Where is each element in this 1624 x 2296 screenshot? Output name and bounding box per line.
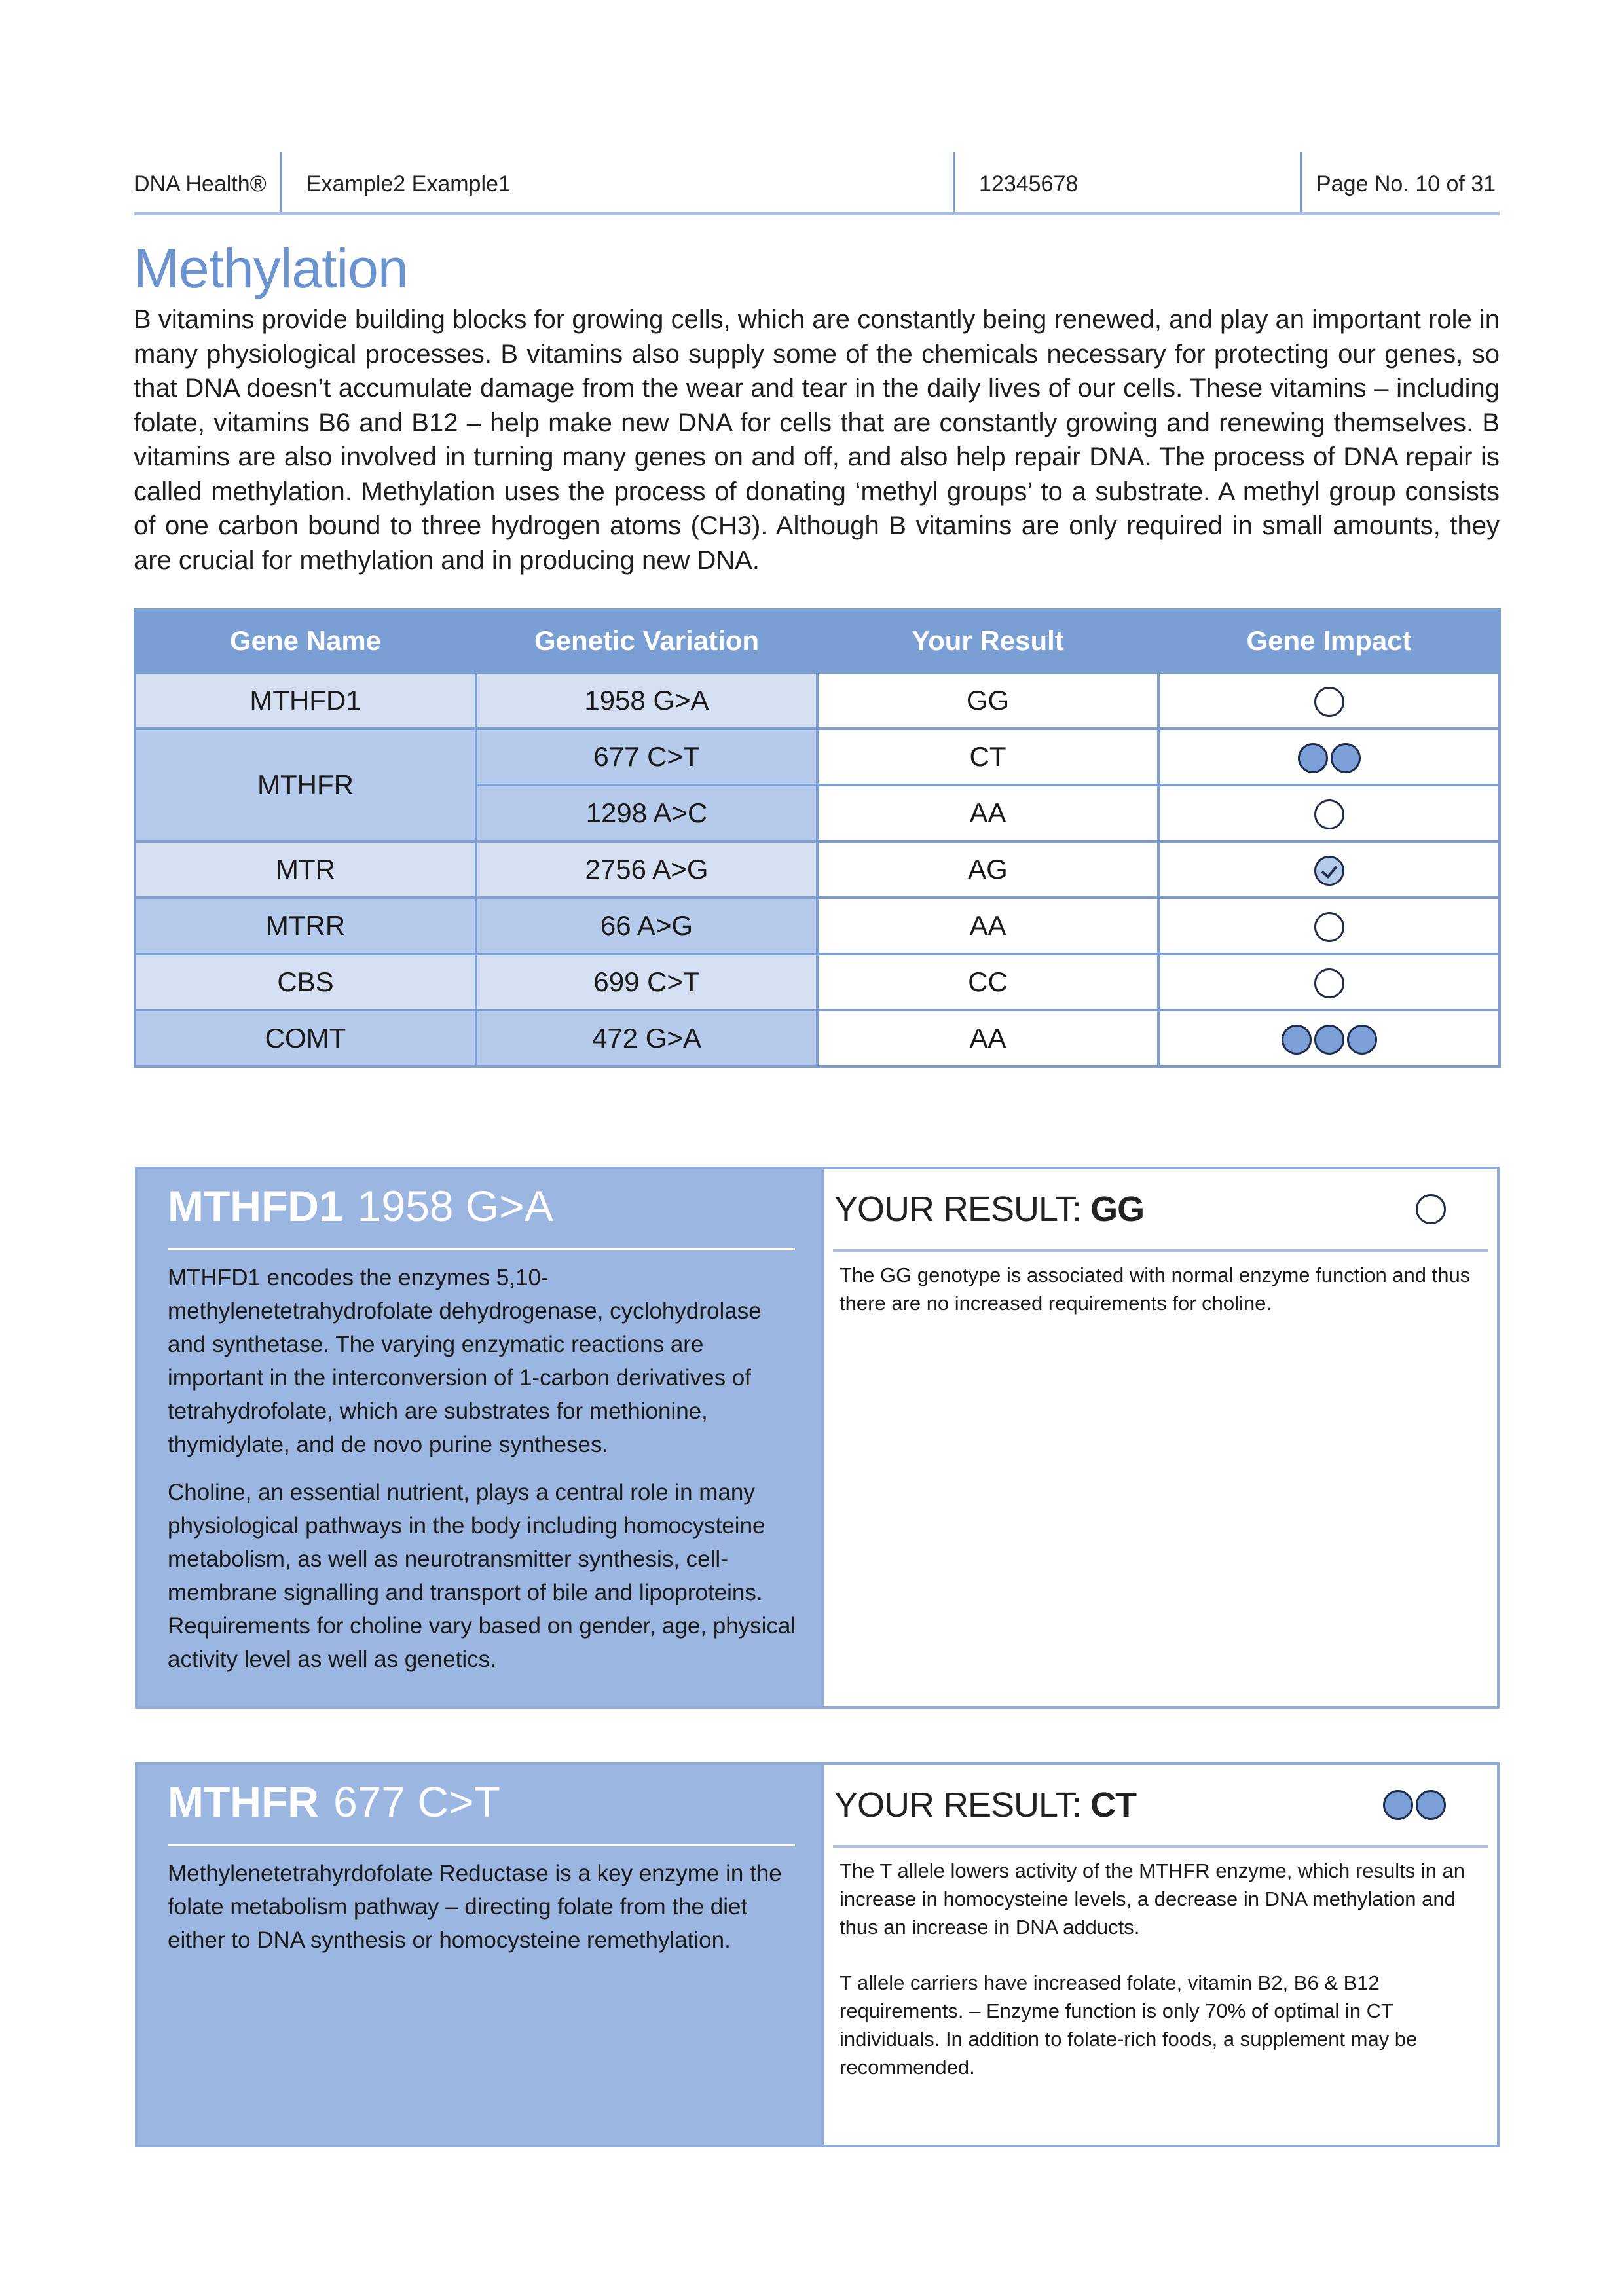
table-row [135, 954, 1500, 1010]
gene-name-cell: MTHFD1 [135, 672, 476, 729]
table-row [135, 898, 1500, 954]
your-result-label: YOUR RESULT: [834, 1785, 1082, 1825]
impact-filled-icon [1298, 743, 1328, 773]
result-cell: AG [817, 841, 1158, 898]
impact-cell [1158, 841, 1500, 898]
gene-description [168, 1261, 796, 1690]
panel-impact [1383, 1790, 1446, 1820]
result-interpretation [840, 1857, 1488, 2109]
gene-description-column [138, 1169, 824, 1706]
gene-name-cell: MTHFR [135, 729, 476, 841]
impact-empty-icon [1314, 687, 1344, 717]
your-result-value: CT [1090, 1785, 1137, 1825]
result-cell: GG [817, 672, 1158, 729]
variation-cell: 1298 A>C [476, 785, 817, 841]
gene-description [168, 1857, 796, 1971]
result-cell: AA [817, 898, 1158, 954]
panel-impact [1416, 1194, 1446, 1224]
variation-cell: 677 C>T [476, 729, 817, 785]
impact-cell [1158, 729, 1500, 785]
panel-divider [168, 1248, 795, 1250]
impact-cell [1158, 898, 1500, 954]
result-cell: CC [817, 954, 1158, 1010]
impact-filled-icon [1314, 1025, 1344, 1055]
gene-detail-panel [135, 1167, 1500, 1709]
your-result-label: YOUR RESULT: [834, 1190, 1082, 1229]
impact-empty-icon [1314, 799, 1344, 829]
impact-filled-icon [1347, 1025, 1377, 1055]
variation-cell: 2756 A>G [476, 841, 817, 898]
interpretation-paragraph: The GG genotype is associated with normal enzyme function and thus there are no increased requirements for choline. [840, 1264, 1471, 1315]
column-header: Gene Impact [1158, 610, 1500, 672]
impact-cell [1158, 785, 1500, 841]
panel-gene-variation: 1958 G>A [357, 1182, 553, 1230]
result-cell: AA [817, 1010, 1158, 1066]
panel-divider [168, 1844, 795, 1846]
gene-table [134, 608, 1501, 1068]
column-header: Your Result [817, 610, 1158, 672]
gene-description-column [138, 1765, 824, 2145]
impact-cell [1158, 672, 1500, 729]
result-cell: CT [817, 729, 1158, 785]
patient-id: 12345678 [979, 172, 1079, 196]
description-paragraph: Methylenetetrahyrdofolate Reductase is a key enzyme in the folate metabolism pathway – directing folate from the diet either to DNA synthesis or homocysteine remethylation. [168, 1861, 782, 1953]
panel-gene-variation: 677 C>T [333, 1777, 500, 1826]
table-header-row [135, 610, 1500, 672]
panel-gene-name: MTHFD1 [168, 1182, 343, 1230]
table-row [135, 672, 1500, 729]
result-cell: AA [817, 785, 1158, 841]
gene-name-cell: COMT [135, 1010, 476, 1066]
panel-divider [833, 1249, 1488, 1252]
column-header: Gene Name [135, 610, 476, 672]
description-paragraph: MTHFD1 encodes the enzymes 5,10-methylenetetrahydrofolate dehydrogenase, cyclohydrolase and synthetase. The varying enzymatic reactions are important in the interconversion of 1-carbon derivatives of tetrahydrofolate, which are substrates for methionine, thymidylate, and de novo purine syntheses. [168, 1265, 762, 1457]
your-result-heading [834, 1785, 1136, 1825]
variation-cell: 472 G>A [476, 1010, 817, 1066]
result-interpretation [840, 1261, 1488, 1345]
impact-empty-icon [1314, 912, 1344, 942]
impact-check-icon [1314, 856, 1344, 886]
header-divider [280, 152, 282, 212]
column-header: Genetic Variation [476, 610, 817, 672]
impact-filled-icon [1331, 743, 1361, 773]
header-divider [953, 152, 955, 212]
gene-detail-panel [135, 1762, 1500, 2147]
interpretation-paragraph: T allele carriers have increased folate, vitamin B2, B6 & B12 requirements. – Enzyme function is only 70% of optimal in CT individuals. In addition to folate-rich foods, a supplement may be recommended. [840, 1971, 1418, 2079]
table-row [135, 1010, 1500, 1066]
panel-divider [833, 1845, 1488, 1848]
panel-gene-name: MTHFR [168, 1777, 319, 1826]
impact-empty-icon [1314, 968, 1344, 998]
page-title: Methylation [134, 238, 408, 299]
gene-name-cell: CBS [135, 954, 476, 1010]
impact-filled-icon [1282, 1025, 1312, 1055]
table-row [135, 729, 1500, 785]
panel-gene-title [168, 1777, 500, 1827]
description-paragraph: Choline, an essential nutrient, plays a central role in many physiological pathways in the body including homocysteine metabolism, as well as neurotransmitter synthesis, cell-membrane signalling and transport of bile and lipoproteins. Requirements for choline vary based on gender, age, physical activity level as well as genetics. [168, 1480, 796, 1672]
your-result-value: GG [1090, 1190, 1145, 1229]
your-result-heading [834, 1189, 1144, 1230]
variation-cell: 1958 G>A [476, 672, 817, 729]
page-number: Page No. 10 of 31 [1316, 172, 1496, 196]
variation-cell: 699 C>T [476, 954, 817, 1010]
gene-name-cell: MTRR [135, 898, 476, 954]
panel-gene-title [168, 1181, 553, 1231]
impact-empty-icon [1416, 1194, 1446, 1224]
impact-filled-icon [1383, 1790, 1413, 1820]
patient-name: Example2 Example1 [306, 172, 511, 196]
brand-name: DNA Health® [134, 172, 267, 196]
interpretation-paragraph: The T allele lowers activity of the MTHFR enzyme, which results in an increase in homocysteine levels, a decrease in DNA methylation and thus an increase in DNA adducts. [840, 1859, 1466, 1939]
variation-cell: 66 A>G [476, 898, 817, 954]
table-row [135, 841, 1500, 898]
impact-cell [1158, 1010, 1500, 1066]
impact-cell [1158, 954, 1500, 1010]
header-divider [1300, 152, 1302, 212]
intro-paragraph: B vitamins provide building blocks for growing cells, which are constantly being renewed, and play an important role in many physiological processes. B vitamins also supply some of the chemicals necessary for protecting our genes, so that DNA doesn’t accumulate damage from the wear and tear in the daily lives of our cells. These vitamins – including folate, vitamins B6 and B12 – help make new DNA for cells that are constantly growing and renewing themselves. B vitamins are also involved in turning many genes on and off, and also help repair DNA. The process of DNA repair is called methylation. Methylation uses the process of donating ‘methyl groups’ to a substrate. A methyl group consists of one carbon bound to three hydrogen atoms (CH3). Although B vitamins are only required in small amounts, they are crucial for methylation and in producing new DNA. [134, 305, 1500, 575]
impact-filled-icon [1416, 1790, 1446, 1820]
gene-name-cell: MTR [135, 841, 476, 898]
header-rule [134, 212, 1500, 215]
